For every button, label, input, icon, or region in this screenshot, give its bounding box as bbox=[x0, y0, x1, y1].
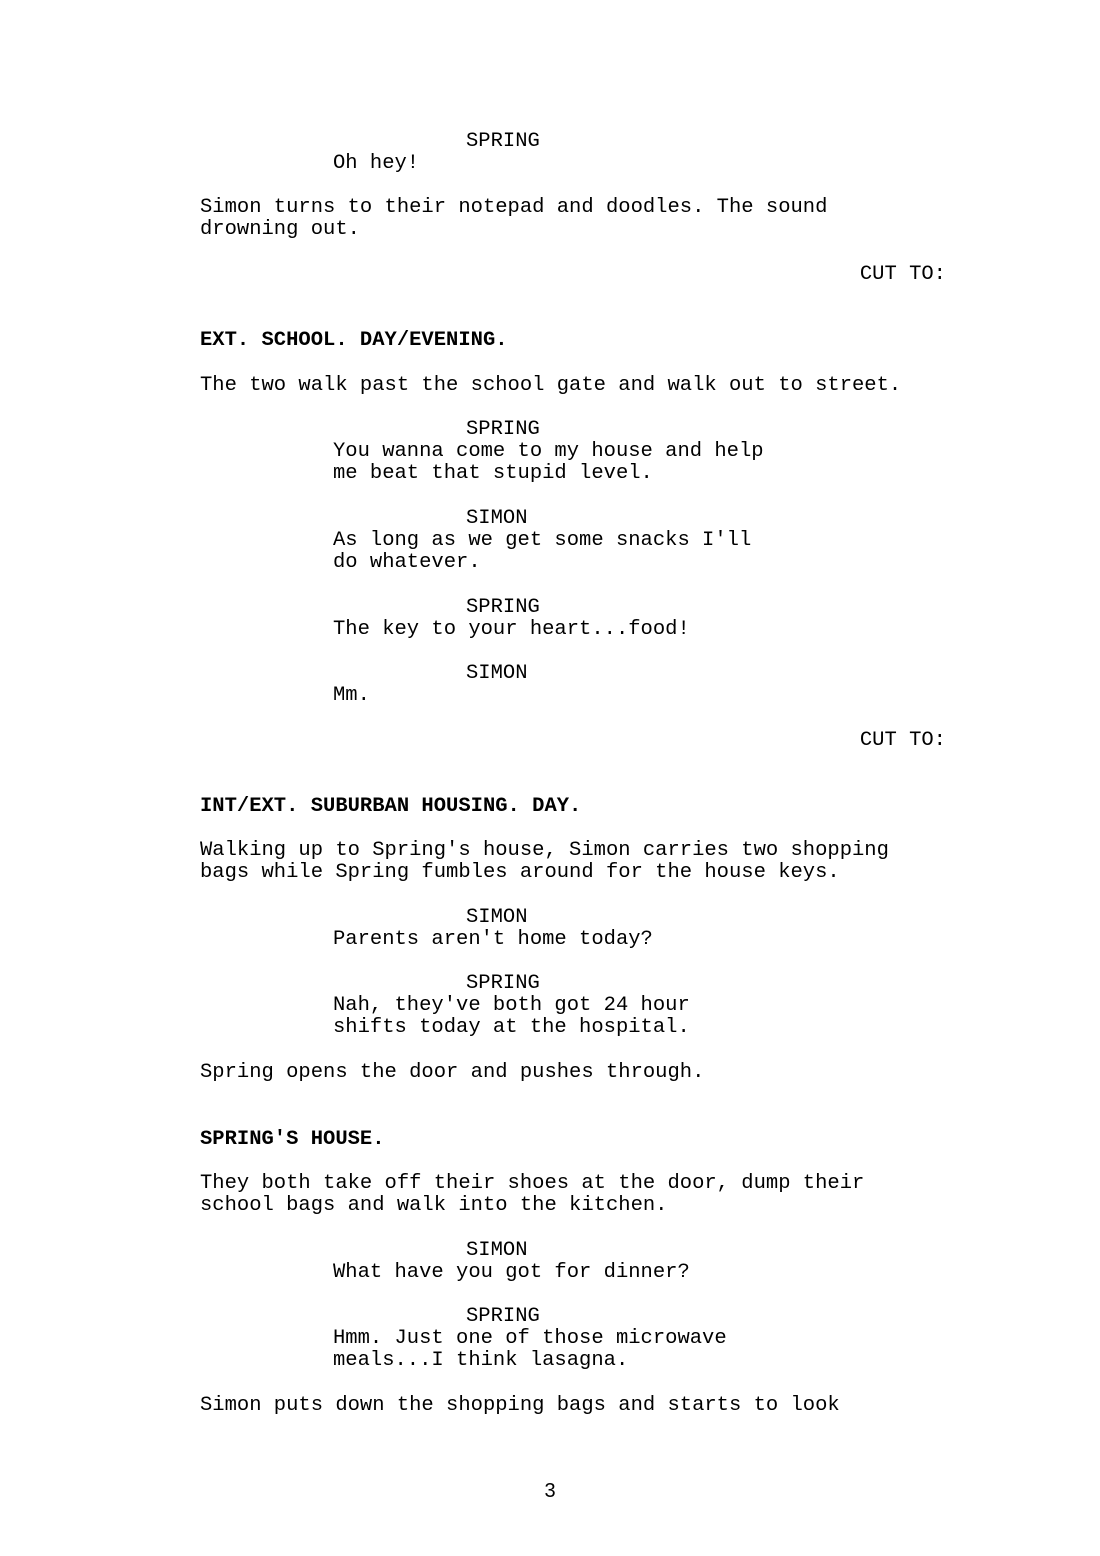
character-name: SPRING bbox=[466, 1305, 540, 1328]
dialogue-line: meals...I think lasagna. bbox=[333, 1349, 629, 1372]
character-name: SPRING bbox=[466, 596, 540, 619]
action-line: The two walk past the school gate and walk out to street. bbox=[200, 374, 902, 397]
page-number: 3 bbox=[544, 1480, 556, 1502]
dialogue-line: do whatever. bbox=[333, 551, 481, 574]
action-line: Simon turns to their notepad and doodles. The sound bbox=[200, 196, 828, 219]
dialogue-line: You wanna come to my house and help bbox=[333, 440, 764, 463]
dialogue-line: me beat that stupid level. bbox=[333, 462, 653, 485]
action-line: school bags and walk into the kitchen. bbox=[200, 1194, 668, 1217]
dialogue-line: shifts today at the hospital. bbox=[333, 1016, 690, 1039]
character-name: SIMON bbox=[466, 662, 528, 685]
action-line: Simon puts down the shopping bags and starts to look bbox=[200, 1394, 840, 1417]
character-name: SIMON bbox=[466, 1239, 528, 1262]
dialogue-line: Nah, they've both got 24 hour bbox=[333, 994, 690, 1017]
dialogue-line: As long as we get some snacks I'll bbox=[333, 529, 752, 552]
dialogue-line: The key to your heart...food! bbox=[333, 618, 690, 641]
dialogue-line: Mm. bbox=[333, 684, 370, 707]
character-name: SPRING bbox=[466, 418, 540, 441]
dialogue-line: Parents aren't home today? bbox=[333, 928, 653, 951]
scene-heading: SPRING'S HOUSE. bbox=[200, 1128, 385, 1151]
dialogue-line: Oh hey! bbox=[333, 152, 420, 175]
transition: CUT TO: bbox=[859, 729, 946, 752]
action-line: drowning out. bbox=[200, 218, 360, 241]
dialogue-line: What have you got for dinner? bbox=[333, 1261, 690, 1284]
character-name: SIMON bbox=[466, 507, 528, 530]
action-line: bags while Spring fumbles around for the house keys. bbox=[200, 861, 840, 884]
scene-heading: EXT. SCHOOL. DAY/EVENING. bbox=[200, 329, 508, 352]
transition: CUT TO: bbox=[859, 263, 946, 286]
dialogue-line: Hmm. Just one of those microwave bbox=[333, 1327, 727, 1350]
scene-heading: INT/EXT. SUBURBAN HOUSING. DAY. bbox=[200, 795, 582, 818]
action-line: Walking up to Spring's house, Simon carries two shopping bbox=[200, 839, 889, 862]
action-line: They both take off their shoes at the door, dump their bbox=[200, 1172, 865, 1195]
action-line: Spring opens the door and pushes through. bbox=[200, 1061, 705, 1084]
character-name: SIMON bbox=[466, 906, 528, 929]
character-name: SPRING bbox=[466, 972, 540, 995]
character-name: SPRING bbox=[466, 130, 540, 153]
